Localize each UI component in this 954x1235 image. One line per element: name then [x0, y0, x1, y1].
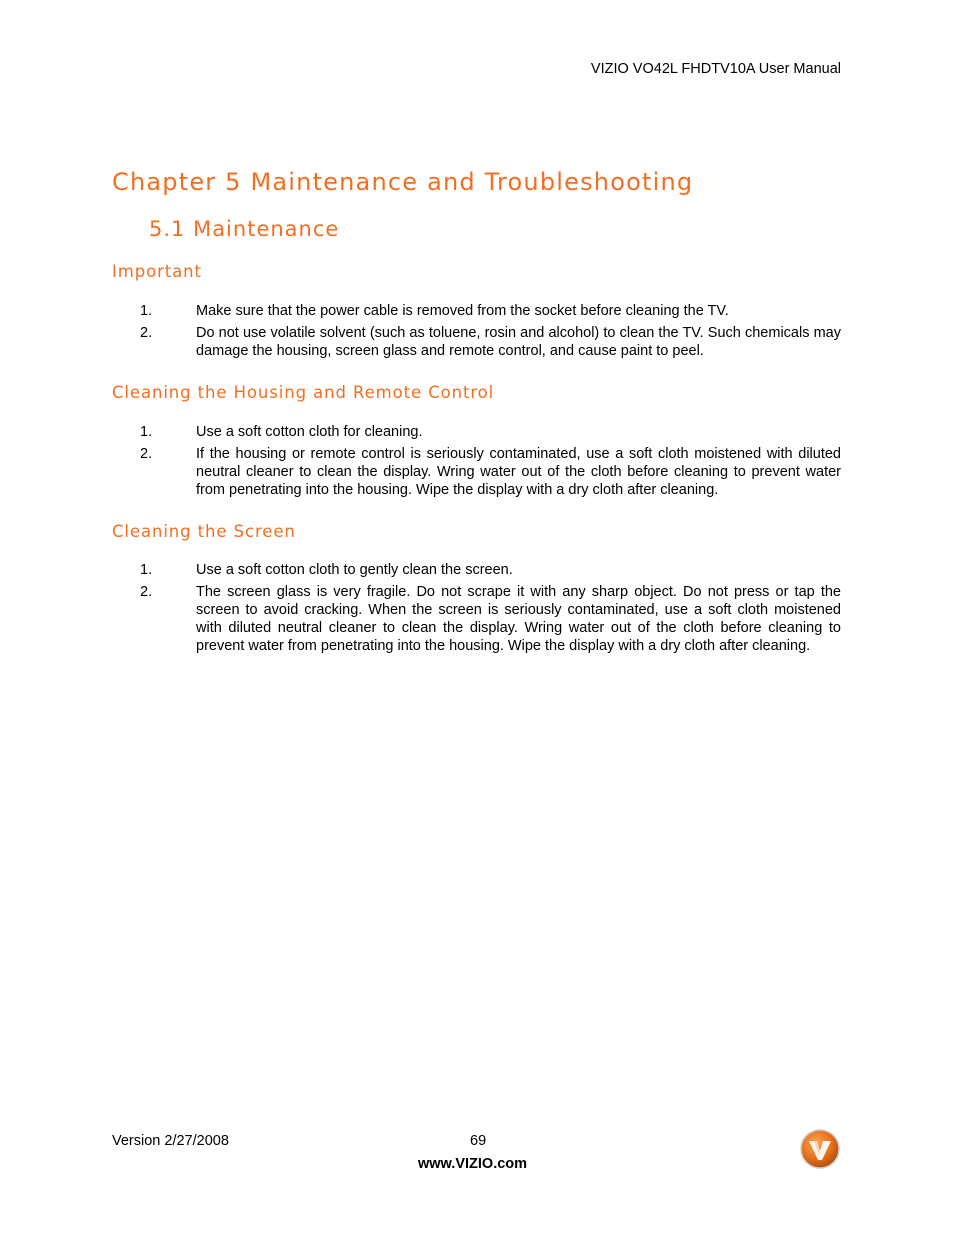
- footer-url: www.VIZIO.com: [418, 1156, 528, 1172]
- page-number: 69: [470, 1133, 487, 1149]
- list-item-number: 2.: [140, 446, 153, 462]
- list-item-text: Use a soft cotton cloth for cleaning.: [196, 424, 423, 440]
- list-item-number: 1.: [140, 303, 153, 319]
- list-item: [0, 423, 954, 441]
- list-item: [0, 583, 954, 655]
- important-heading: Important: [112, 262, 202, 281]
- list-item-number: 2.: [140, 584, 153, 600]
- chapter-title: Chapter 5 Maintenance and Troubleshooting: [112, 168, 694, 196]
- list-item-text: Use a soft cotton cloth to gently clean the screen.: [196, 562, 513, 578]
- list-item: [0, 561, 954, 579]
- list-item-number: 1.: [140, 424, 153, 440]
- list-item-text: Do not use volatile solvent (such as toluene, rosin and alcohol) to clean the TV. Such chemicals may damage the housing, screen glass and remote control, and cause paint to peel.: [196, 325, 841, 359]
- list-item-text: Make sure that the power cable is removed from the socket before cleaning the TV.: [196, 303, 729, 319]
- list-item-text: The screen glass is very fragile. Do not scrape it with any sharp object. Do not press or tap the screen to avoid cracking. When the screen is seriously contaminated, use a soft cloth moistened with diluted neutral cleaner to clean the display. Wring water out of the cloth before cleaning to prevent water from penetrating into the housing. Wipe the display with a dry cloth after cleaning.: [196, 584, 841, 654]
- list-item-number: 1.: [140, 562, 153, 578]
- housing-list: [0, 423, 954, 503]
- list-item: [0, 324, 954, 360]
- vizio-v-logo-icon: [800, 1129, 840, 1169]
- screen-list: [0, 561, 954, 659]
- housing-heading: Cleaning the Housing and Remote Control: [112, 383, 495, 402]
- list-item-number: 2.: [140, 325, 153, 341]
- section-title: 5.1 Maintenance: [149, 217, 340, 241]
- footer-version: Version 2/27/2008: [112, 1133, 229, 1149]
- screen-heading: Cleaning the Screen: [112, 522, 296, 541]
- running-header: VIZIO VO42L FHDTV10A User Manual: [590, 61, 841, 77]
- list-item: [0, 445, 954, 499]
- list-item: [0, 302, 954, 320]
- important-list: [0, 302, 954, 364]
- list-item-text: If the housing or remote control is seriously contaminated, use a soft cloth moistened with diluted neutral cleaner to clean the display. Wring water out of the cloth before cleaning to prevent water from penetrating into the housing. Wipe the display with a dry cloth after cleaning.: [196, 446, 841, 498]
